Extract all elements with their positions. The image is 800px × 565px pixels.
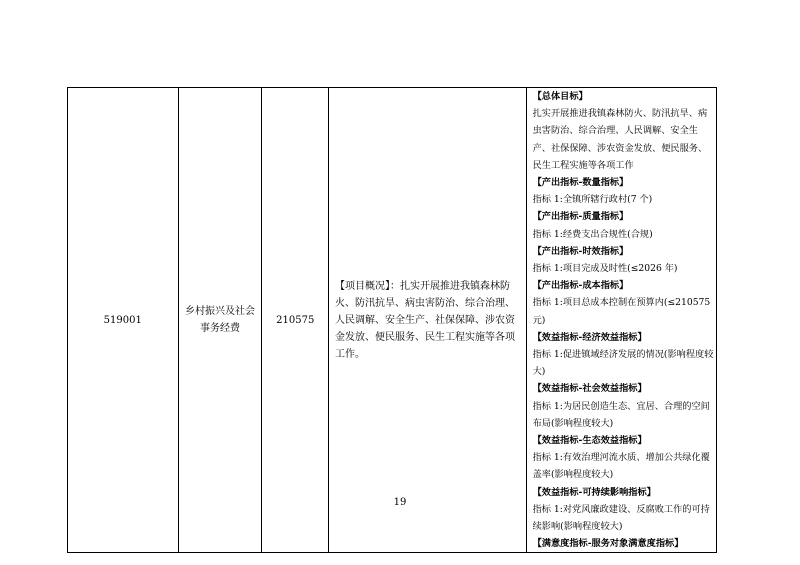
table-row (68, 88, 717, 553)
goal-heading: 【产出指标-时效指标】 (532, 245, 629, 257)
goal-text: 指标 1:项目总成本控制在预算内(≤210575元) (532, 297, 711, 326)
goal-text: 指标 1:有效治理河流水质、增加公共绿化覆盖率(影响程度较大) (532, 452, 710, 481)
goal-text: 指标 1:促进镇域经济发展的情况(影响程度较大) (532, 349, 714, 378)
project-summary-cell: 【项目概况】：扎实开展推进我镇森林防火、防汛抗旱、病虫害防治、综合治理、人民调解、安全生产、社保保障、涉农资金发放、便民服务、民生工程实施等各项工作。 (329, 88, 527, 553)
goal-text: 指标 1:对党风廉政建设、反腐败工作的可持续影响(影响程度较大) (532, 503, 710, 533)
goal-heading: 【效益指标-生态效益指标】 (532, 435, 647, 447)
project-table (67, 87, 717, 553)
goal-text: 指标 1:项目完成及时性(≤2026 年) (532, 263, 678, 275)
goal-text: 指标 1:经费支出合规性(合规) (532, 228, 653, 240)
page-number: 19 (393, 497, 407, 508)
project-name-cell: 乡村振兴及社会事务经费 (178, 88, 262, 553)
goal-text: 指标 1:全镇所辖行政村(7 个) (532, 194, 653, 206)
project-amount-cell: 210575 (262, 88, 329, 553)
goal-heading: 【效益指标-社会效益指标】 (532, 383, 647, 395)
goal-heading: 【满意度指标-服务对象满意度指标】 (532, 538, 684, 550)
goal-heading: 【产出指标-质量指标】 (532, 211, 629, 223)
goal-text: 扎实开展推进我镇森林防火、防汛抗旱、病虫害防治、综合治理、人民调解、安全生产、社保保障、涉农资金发放、便民服务、民生工程实施等各项工作 (532, 108, 708, 171)
goal-heading: 【产出指标-数量指标】 (532, 177, 629, 189)
performance-goals-cell (526, 88, 716, 553)
goal-heading: 【效益指标-经济效益指标】 (532, 331, 647, 343)
goal-text: 指标 1:为居民创造生态、宜居、合理的空间布局(影响程度较大) (532, 400, 710, 429)
goal-heading: 【总体目标】 (532, 91, 588, 102)
goal-heading: 【效益指标-可持续影响指标】 (532, 486, 656, 498)
goal-heading: 【产出指标-成本指标】 (532, 280, 629, 292)
project-code-cell: 519001 (68, 88, 179, 553)
